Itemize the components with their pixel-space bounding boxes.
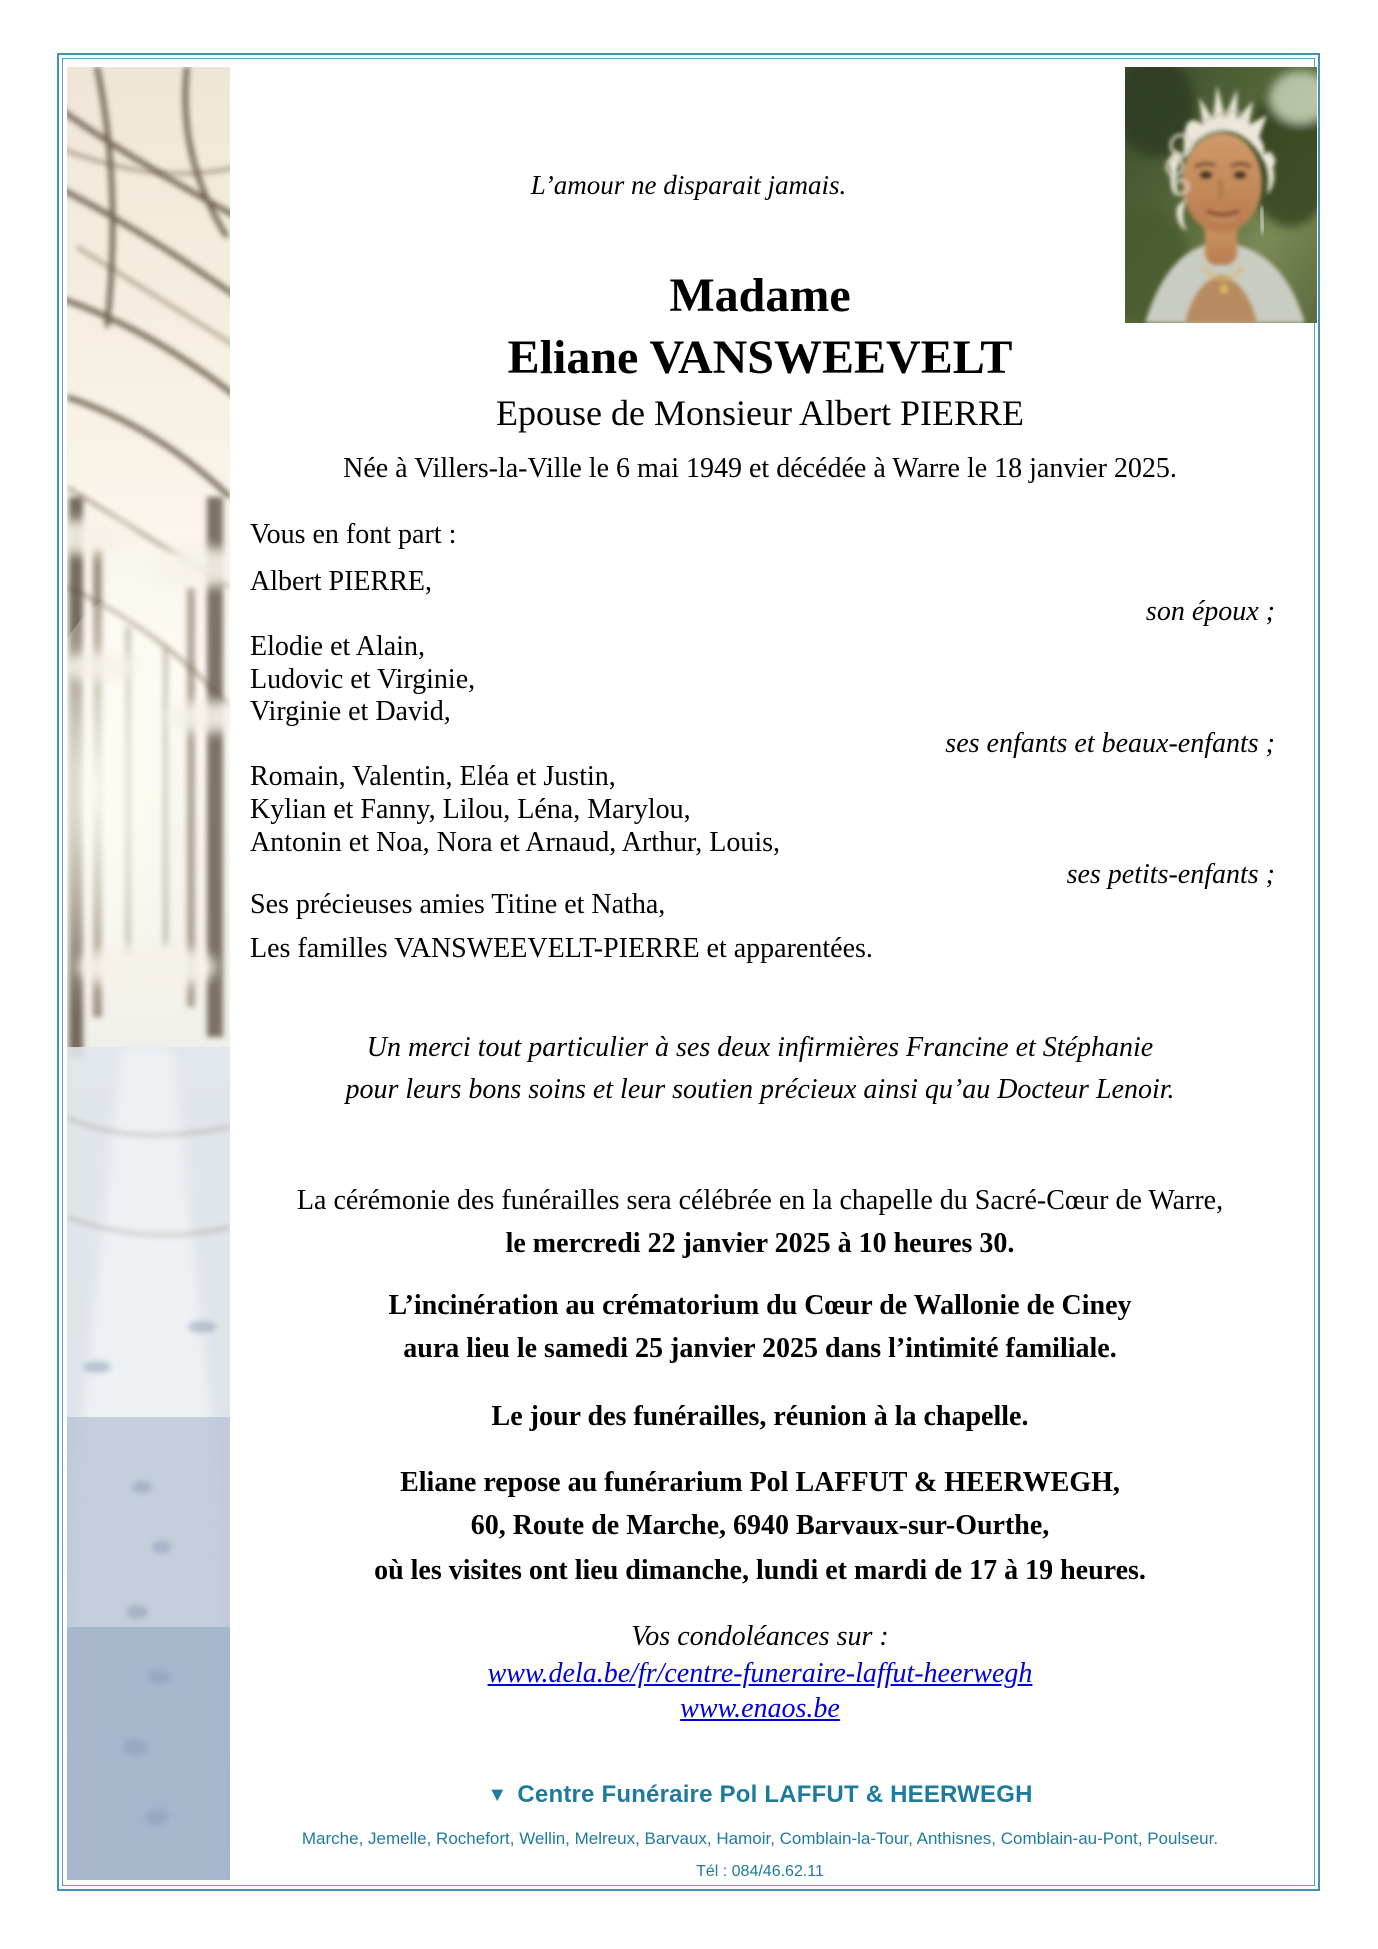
- meeting-line: Le jour des funérailles, réunion à la chapelle.: [491, 1401, 1029, 1432]
- funeral-home-brand: [230, 1781, 1290, 1809]
- brand-name: Centre Funéraire Pol LAFFUT & HEERWEGH: [517, 1781, 1033, 1808]
- thanks-line-2: pour leurs bons soins et leur soutien précieux ainsi qu’au Docteur Lenoir.: [345, 1074, 1175, 1105]
- child-line: Ludovic et Virginie,: [250, 664, 476, 695]
- birth-death-line: Née à Villers-la-Ville le 6 mai 1949 et décédée à Warre le 18 janvier 2025.: [343, 453, 1177, 484]
- spouse-relation: son époux ;: [1145, 596, 1275, 627]
- subtitle-spouse-of: Epouse de Monsieur Albert PIERRE: [496, 393, 1024, 433]
- grandchild-line: Antonin et Noa, Nora et Arnaud, Arthur, Louis,: [250, 827, 781, 858]
- brand-triangle-icon: ▼: [487, 1784, 508, 1806]
- condolences-label: Vos condoléances sur :: [631, 1621, 889, 1652]
- enaos-link[interactable]: www.enaos.be: [680, 1693, 840, 1724]
- grandchild-line: Kylian et Fanny, Lilou, Léna, Marylou,: [250, 794, 691, 825]
- winter-path-photo: [67, 67, 230, 1880]
- title-name: Eliane VANSWEEVELT: [507, 331, 1013, 384]
- title-madame: Madame: [669, 269, 851, 322]
- announcement-intro: Vous en font part :: [250, 519, 457, 550]
- opening-quote: L’amour ne disparait jamais.: [530, 170, 847, 200]
- ceremony-place-line: La cérémonie des funérailles sera célébrée en la chapelle du Sacré-Cœur de Warre,: [296, 1185, 1224, 1216]
- spouse-name: Albert PIERRE,: [250, 566, 432, 597]
- thanks-line-1: Un merci tout particulier à ses deux infirmières Francine et Stéphanie: [366, 1032, 1154, 1063]
- condolences-link-dela: [230, 1657, 1290, 1691]
- repose-line-3: où les visites ont lieu dimanche, lundi et mardi de 17 à 19 heures.: [374, 1555, 1146, 1586]
- page-border: [57, 53, 1320, 1891]
- child-line: Virginie et David,: [250, 696, 451, 727]
- child-line: Elodie et Alain,: [250, 631, 425, 662]
- cremation-line-1: L’incinération au crématorium du Cœur de Wallonie de Ciney: [388, 1290, 1132, 1321]
- grandchild-line: Romain, Valentin, Eléa et Justin,: [250, 761, 616, 792]
- funeral-home-towns: Marche, Jemelle, Rochefort, Wellin, Melreux, Barvaux, Hamoir, Comblain-la-Tour, Anthisnes, Comblain-au-Pont, Poulseur.: [301, 1829, 1219, 1848]
- ceremony-date-line: le mercredi 22 janvier 2025 à 10 heures 30.: [505, 1228, 1015, 1259]
- families-line: Les familles VANSWEEVELT-PIERRE et apparentées.: [250, 933, 873, 964]
- repose-line-2: 60, Route de Marche, 6940 Barvaux-sur-Ourthe,: [470, 1510, 1050, 1541]
- repose-line-1: Eliane repose au funérarium Pol LAFFUT & HEERWEGH,: [400, 1467, 1120, 1498]
- friends-line: Ses précieuses amies Titine et Natha,: [250, 889, 666, 920]
- winter-scene-image: [67, 67, 230, 1880]
- cremation-line-2: aura lieu le samedi 25 janvier 2025 dans l’intimité familiale.: [403, 1333, 1117, 1364]
- condolences-link-enaos: [230, 1692, 1290, 1726]
- funeral-home-phone: Tél : 084/46.62.11: [696, 1863, 824, 1880]
- dela-link[interactable]: www.dela.be/fr/centre-funeraire-laffut-heerwegh: [487, 1658, 1033, 1689]
- grandchildren-relation: ses petits-enfants ;: [1066, 859, 1275, 890]
- children-relation: ses enfants et beaux-enfants ;: [945, 728, 1275, 759]
